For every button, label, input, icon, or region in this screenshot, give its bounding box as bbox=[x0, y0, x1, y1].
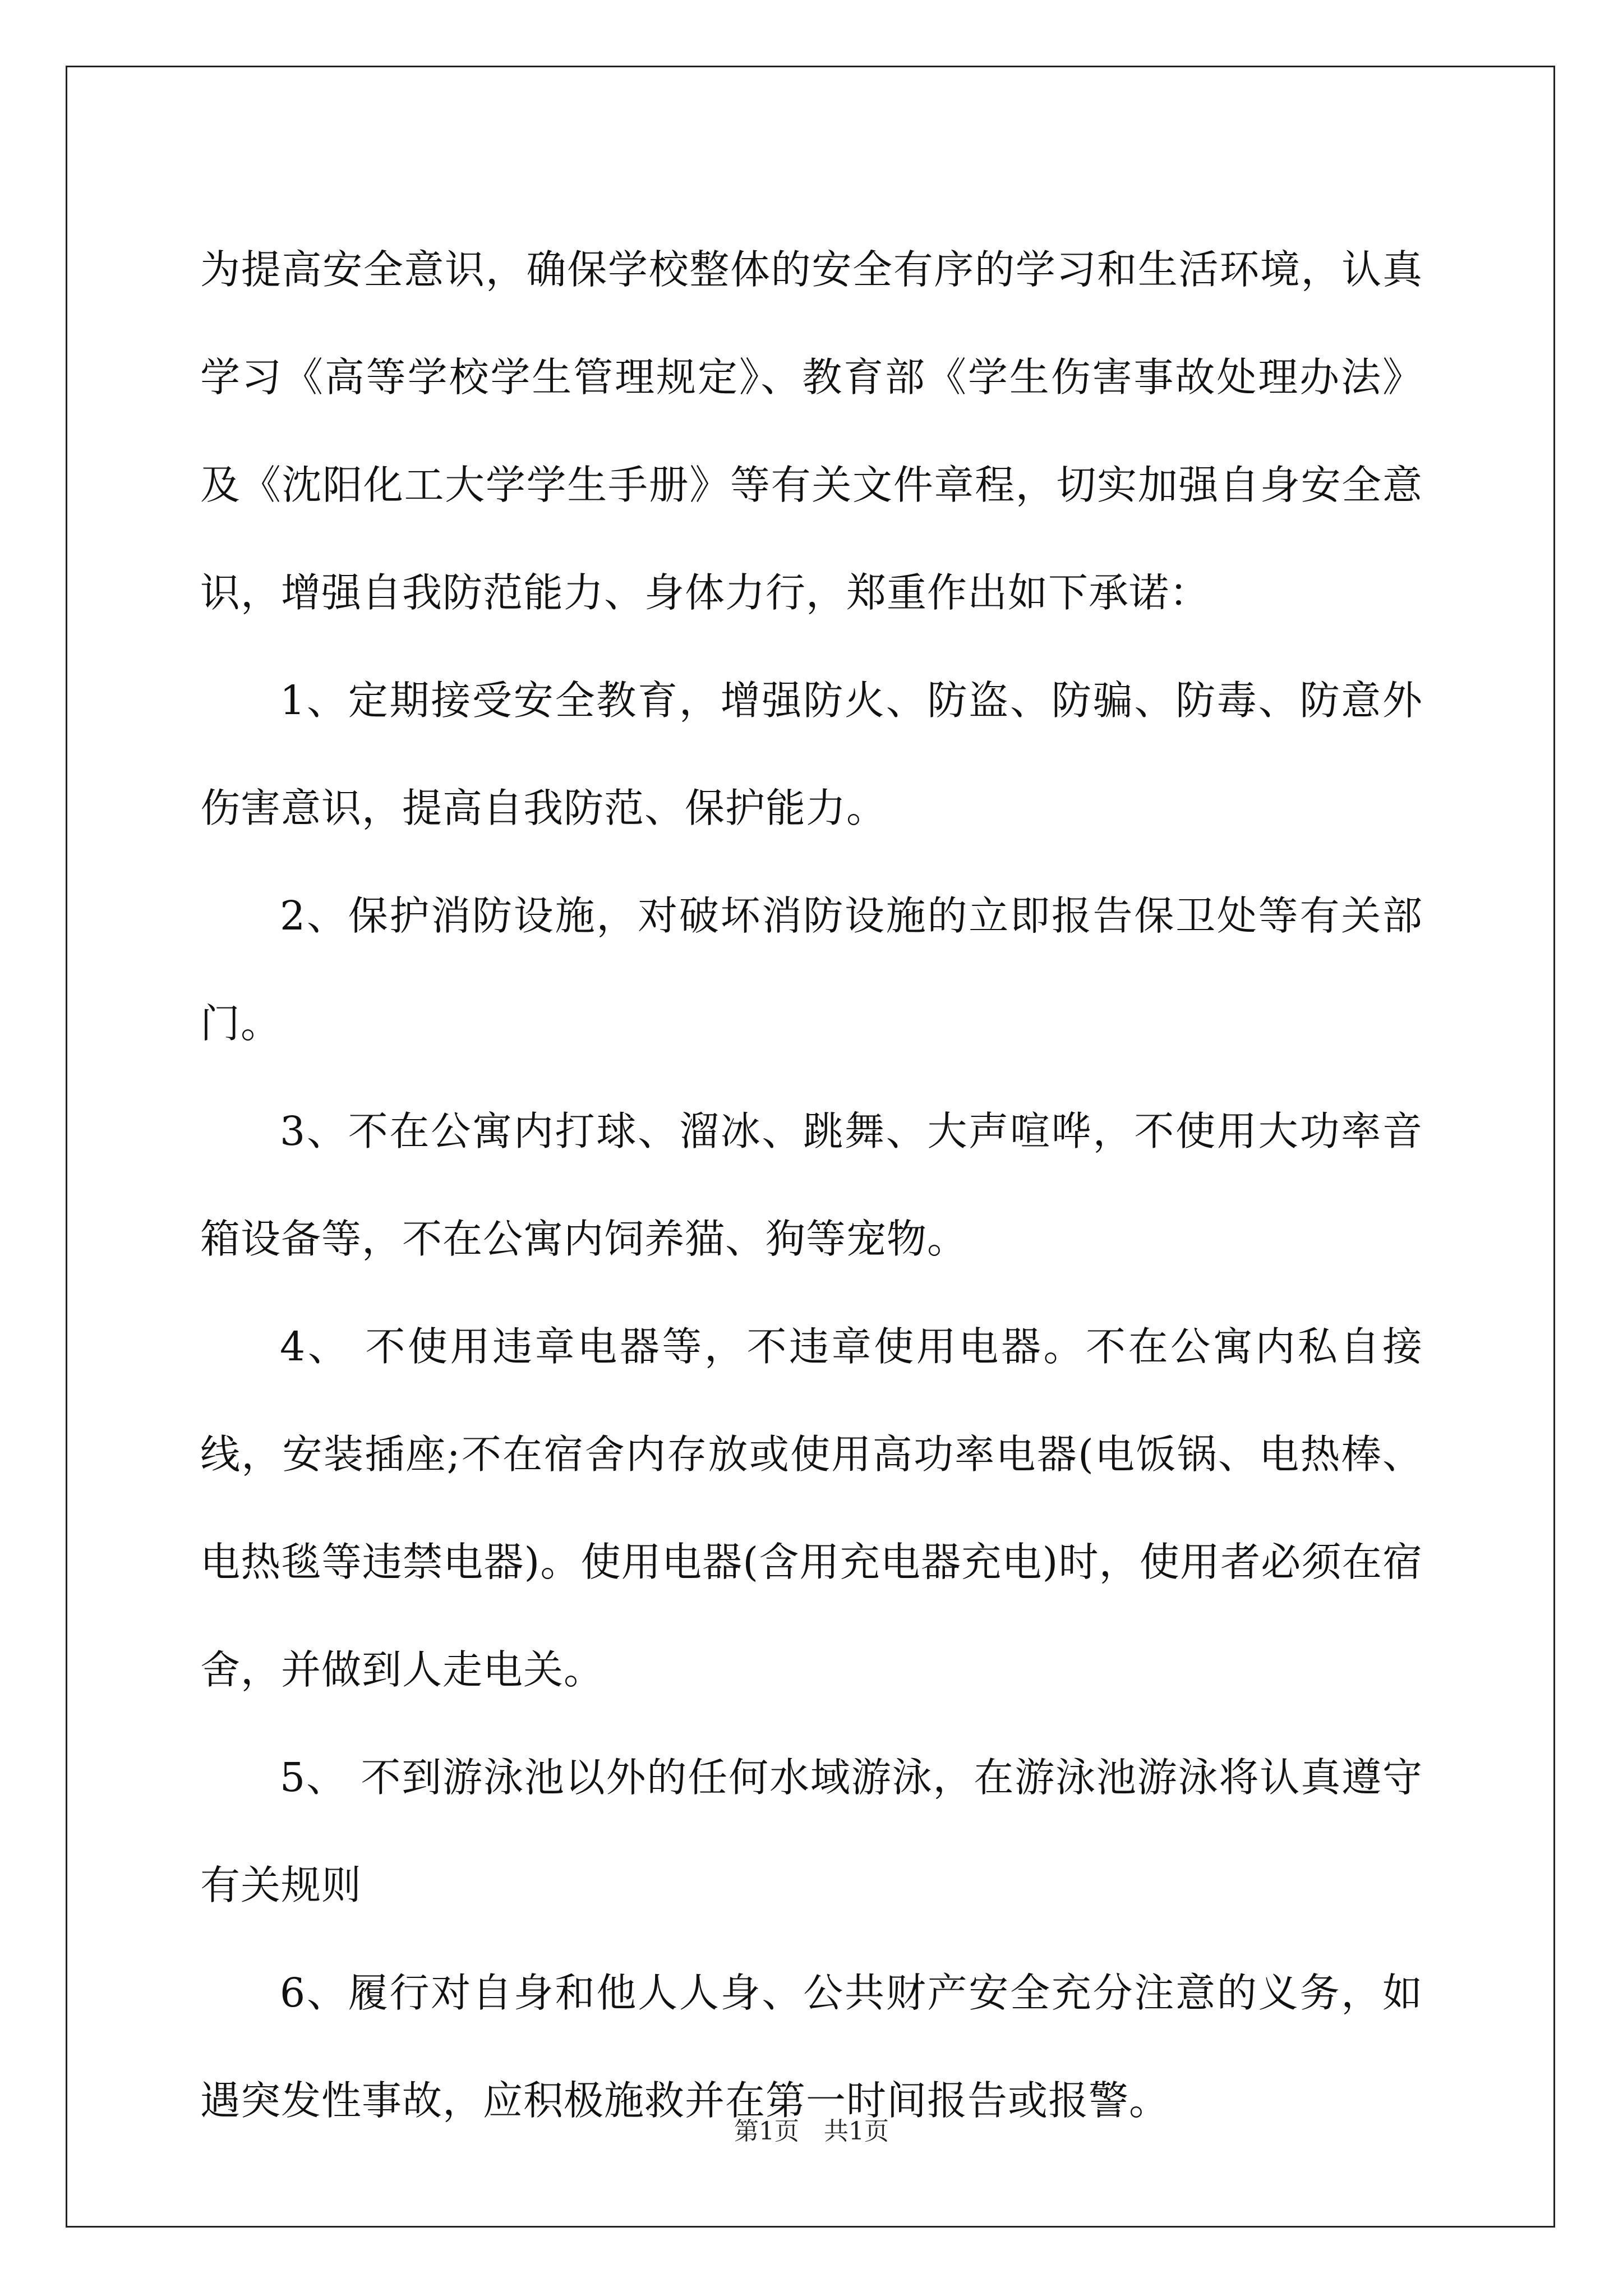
commitment-item-2: 2、保护消防设施，对破坏消防设施的立即报告保卫处等有关部门。 bbox=[200, 892, 1423, 1047]
commitment-item-1: 1、定期接受安全教育，增强防火、防盗、防骗、防毒、防意外伤害意识，提高自我防范、保护能力。 bbox=[200, 677, 1423, 831]
page-number-footer: 第1页 共1页 bbox=[734, 2117, 889, 2146]
commitment-item-6: 6、履行对自身和他人人身、公共财产安全充分注意的义务，如遇突发性事故，应积极施救并在第一时间报告或报警。 bbox=[200, 1970, 1423, 2124]
commitment-item-4: 4、 不使用违章电器等，不违章使用电器。不在公寓内私自接线，安装插座;不在宿舍内存放或使用高功率电器(电饭锅、电热棒、电热毯等违禁电器)。使用电器(含用充电器充电)时，使用者必须在宿舍，并做到人走电关。 bbox=[200, 1323, 1423, 1693]
commitment-item-3: 3、不在公寓内打球、溜冰、跳舞、大声喧哗，不使用大功率音箱设备等，不在公寓内饲养猫、狗等宠物。 bbox=[200, 1108, 1423, 1262]
document-body bbox=[200, 216, 1423, 2155]
commitment-item-5: 5、 不到游泳池以外的任何水域游泳，在游泳池游泳将认真遵守有关规则 bbox=[200, 1754, 1423, 1908]
intro-paragraph: 为提高安全意识，确保学校整体的安全有序的学习和生活环境，认真学习《高等学校学生管理规定》、教育部《学生伤害事故处理办法》及《沈阳化工大学学生手册》等有关文件章程，切实加强自身安全意识，增强自我防范能力、身体力行，郑重作出如下承诺： bbox=[200, 246, 1423, 616]
